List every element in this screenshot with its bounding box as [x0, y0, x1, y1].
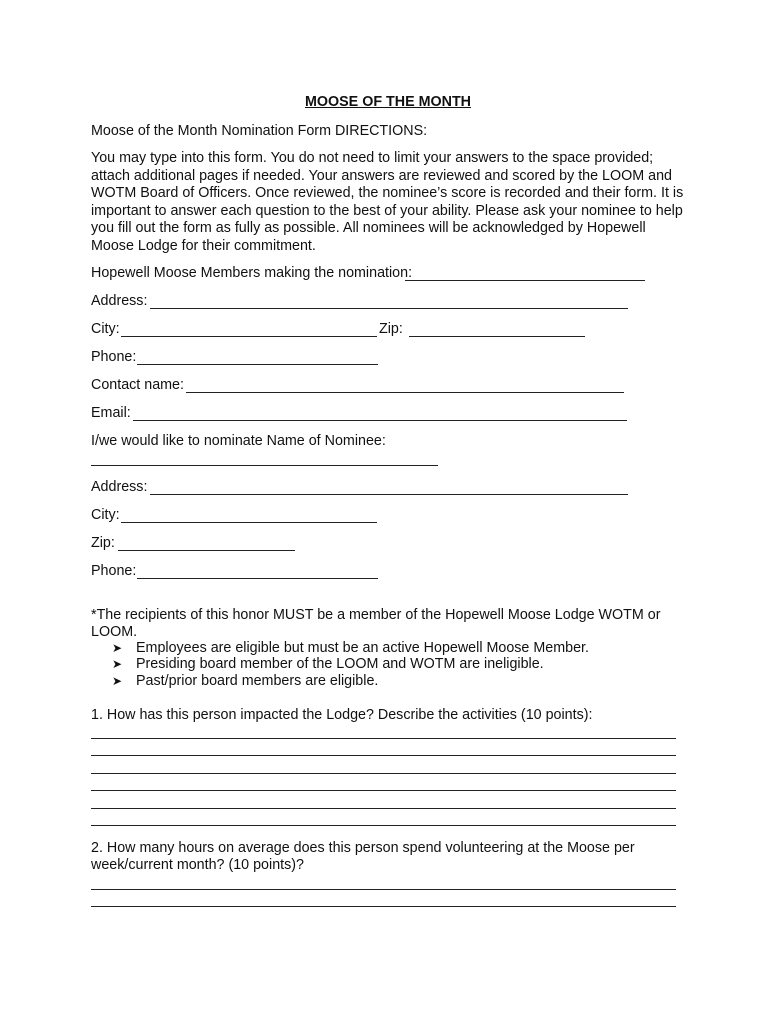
- nominee-zip-field[interactable]: [118, 550, 295, 551]
- nominator-zip-field[interactable]: [409, 336, 585, 337]
- nominee-address-label: Address:: [91, 479, 148, 495]
- answer-2-line[interactable]: [91, 906, 676, 907]
- arrow-bullet-icon: ➤: [112, 674, 123, 688]
- answer-2-line[interactable]: [91, 889, 676, 890]
- answer-1-line[interactable]: [91, 825, 676, 826]
- email-label: Email:: [91, 405, 131, 421]
- question-2: 2. How many hours on average does this person spend volunteering at the Moose per week/current month? (10 points)?: [91, 840, 635, 873]
- nominee-city-label: City:: [91, 507, 120, 523]
- nominator-phone-field[interactable]: [137, 364, 378, 365]
- nominee-phone-label: Phone:: [91, 563, 137, 579]
- question-1: 1. How has this person impacted the Lodge? Describe the activities (10 points):: [91, 707, 593, 723]
- nominator-address-label: Address:: [91, 293, 148, 309]
- answer-1-line[interactable]: [91, 808, 676, 809]
- bullet-item: Presiding board member of the LOOM and WOTM are ineligible.: [136, 656, 544, 672]
- email-field[interactable]: [133, 420, 627, 421]
- answer-1-line[interactable]: [91, 773, 676, 774]
- nominating-members-field[interactable]: [405, 280, 645, 281]
- nominator-city-label: City:: [91, 321, 120, 337]
- form-title: MOOSE OF THE MONTH: [305, 94, 471, 110]
- nominator-zip-label: Zip:: [379, 321, 403, 337]
- answer-1-line[interactable]: [91, 790, 676, 791]
- nominee-address-field[interactable]: [150, 494, 628, 495]
- nominee-phone-field[interactable]: [137, 578, 378, 579]
- bullet-item: Employees are eligible but must be an active Hopewell Moose Member.: [136, 640, 589, 656]
- nominee-zip-label: Zip:: [91, 535, 115, 551]
- nominator-address-field[interactable]: [150, 308, 628, 309]
- contact-name-label: Contact name:: [91, 377, 184, 393]
- nominator-phone-label: Phone:: [91, 349, 137, 365]
- contact-name-field[interactable]: [186, 392, 624, 393]
- bullet-item: Past/prior board members are eligible.: [136, 673, 379, 689]
- answer-1-line[interactable]: [91, 738, 676, 739]
- arrow-bullet-icon: ➤: [112, 657, 123, 671]
- directions-text: You may type into this form. You do not need to limit your answers to the space provided; attach additional pages if needed. Your answers are reviewed and scored by the LOOM and WOTM Board of Officers. Once reviewed, the nominee’s score is recorded and their form. It is important to answer each question to the best of your ability. Please ask your nominee to help you fill out the form as fully as possible. All nominees will be acknowledged by Hopewell Moose Lodge for their commitment.: [91, 150, 684, 254]
- arrow-bullet-icon: ➤: [112, 641, 123, 655]
- nominee-city-field[interactable]: [121, 522, 377, 523]
- nominee-name-label: I/we would like to nominate Name of Nominee:: [91, 433, 386, 449]
- nominator-city-field[interactable]: [121, 336, 377, 337]
- answer-1-line[interactable]: [91, 755, 676, 756]
- eligibility-note: *The recipients of this honor MUST be a member of the Hopewell Moose Lodge WOTM or LOOM.: [91, 607, 661, 640]
- nominee-name-field[interactable]: [91, 465, 438, 466]
- nominating-members-label: Hopewell Moose Members making the nomination:: [91, 265, 413, 281]
- directions-heading: Moose of the Month Nomination Form DIRECTIONS:: [91, 123, 428, 139]
